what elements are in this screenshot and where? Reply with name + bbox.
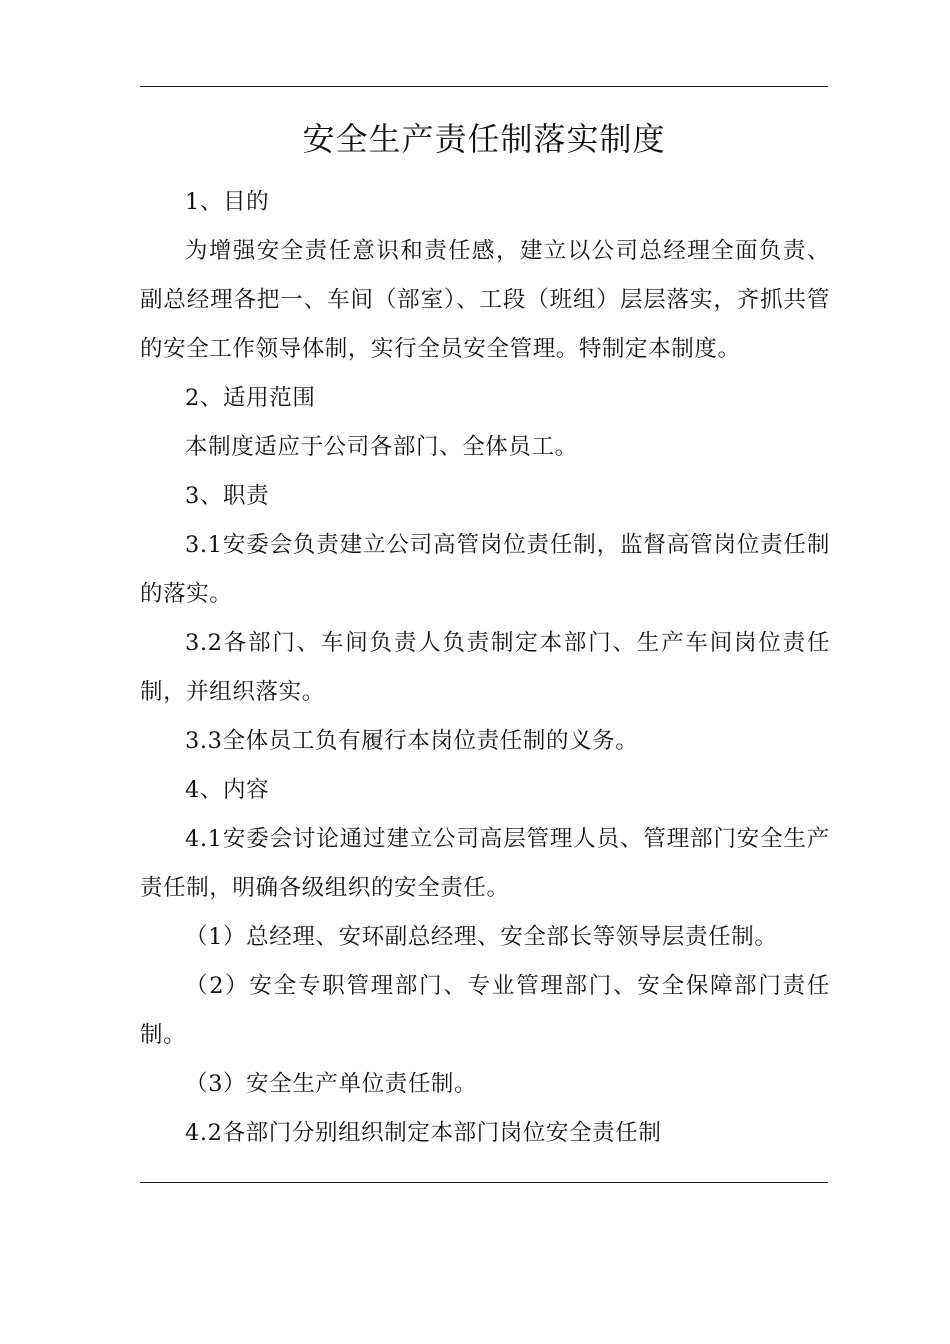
document-title: 安全生产责任制落实制度 (302, 120, 666, 158)
paragraph-purpose-text: 为增强安全责任意识和责任感，建立以公司总经理全面负责、副总经理各把一、车间（部室）、工段（班组）层层落实，齐抓共管的安全工作领导体制，实行全员安全管理。特制定本制度。 (140, 238, 830, 362)
paragraph-content-4-1: 4.1安委会讨论通过建立公司高层管理人员、管理部门安全生产责任制，明确各级组织的安全责任。 (140, 826, 830, 901)
paragraph-purpose-heading: 1、目的 (185, 189, 270, 215)
paragraph-duty-3-1: 3.1安委会负责建立公司高管岗位责任制，监督高管岗位责任制的落实。 (140, 532, 830, 607)
paragraph-content-4-2: 4.2各部门分别组织制定本部门岗位安全责任制 (185, 1120, 662, 1146)
list-item-1: （1）总经理、安环副总经理、安全部长等领导层责任制。 (185, 924, 778, 950)
paragraph-duty-3-3: 3.3全体员工负有履行本岗位责任制的义务。 (185, 728, 639, 754)
list-item-3: （3）安全生产单位责任制。 (185, 1071, 478, 1097)
paragraph-scope-text: 本制度适应于公司各部门、全体员工。 (185, 434, 578, 460)
list-item-2: （2）安全专职管理部门、专业管理部门、安全保障部门责任制。 (140, 973, 830, 1048)
footer-rule (140, 1182, 828, 1183)
paragraph-scope-heading: 2、适用范围 (185, 385, 316, 411)
document-body (140, 178, 830, 1158)
header-rule (140, 86, 828, 87)
paragraph-duty-3-2: 3.2各部门、车间负责人负责制定本部门、生产车间岗位责任制，并组织落实。 (140, 630, 830, 705)
paragraph-duties-heading: 3、职责 (185, 483, 270, 509)
paragraph-content-heading: 4、内容 (185, 777, 270, 803)
